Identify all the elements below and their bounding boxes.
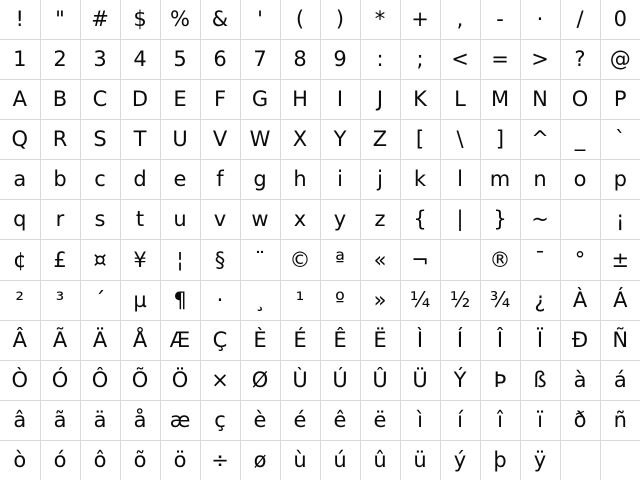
- glyph-cell: h: [280, 160, 320, 200]
- glyph-cell: ð: [560, 401, 600, 441]
- glyph-cell: v: [200, 200, 240, 240]
- glyph-cell: £: [40, 240, 80, 280]
- glyph-cell: B: [40, 79, 80, 119]
- glyph-cell: °: [560, 240, 600, 280]
- glyph-cell: 4: [120, 39, 160, 79]
- glyph-cell: ¥: [120, 240, 160, 280]
- glyph-row: [0, 200, 640, 240]
- glyph-cell: f: [200, 160, 240, 200]
- glyph-cell: [600, 441, 640, 480]
- glyph-cell: r: [40, 200, 80, 240]
- glyph-cell: n: [520, 160, 560, 200]
- glyph-cell: <: [440, 39, 480, 79]
- glyph-cell: 7: [240, 39, 280, 79]
- glyph-cell: -: [480, 0, 520, 39]
- glyph-cell: U: [160, 120, 200, 160]
- glyph-cell: N: [520, 79, 560, 119]
- glyph-cell: @: [600, 39, 640, 79]
- glyph-cell: o: [560, 160, 600, 200]
- glyph-cell: »: [360, 280, 400, 320]
- glyph-cell: Å: [120, 320, 160, 360]
- glyph-cell: À: [560, 280, 600, 320]
- glyph-cell: {: [400, 200, 440, 240]
- glyph-cell: $: [120, 0, 160, 39]
- glyph-cell: l: [440, 160, 480, 200]
- glyph-cell: ±: [600, 240, 640, 280]
- glyph-row: [0, 280, 640, 320]
- glyph-cell: 6: [200, 39, 240, 79]
- glyph-cell: ×: [200, 360, 240, 400]
- glyph-cell: _: [560, 120, 600, 160]
- glyph-cell: D: [120, 79, 160, 119]
- glyph-cell: Ú: [320, 360, 360, 400]
- glyph-cell: d: [120, 160, 160, 200]
- glyph-cell: }: [480, 200, 520, 240]
- glyph-cell: R: [40, 120, 80, 160]
- glyph-cell: ¬: [400, 240, 440, 280]
- glyph-cell: %: [160, 0, 200, 39]
- glyph-cell: V: [200, 120, 240, 160]
- glyph-cell: 9: [320, 39, 360, 79]
- glyph-cell: ü: [400, 441, 440, 480]
- glyph-cell: à: [560, 360, 600, 400]
- glyph-cell: ò: [0, 441, 40, 480]
- glyph-cell: ¼: [400, 280, 440, 320]
- glyph-cell: ": [40, 0, 80, 39]
- glyph-cell: I: [320, 79, 360, 119]
- glyph-cell: ·: [200, 280, 240, 320]
- glyph-cell: §: [200, 240, 240, 280]
- glyph-cell: P: [600, 79, 640, 119]
- glyph-cell: `: [600, 120, 640, 160]
- glyph-cell: [440, 240, 480, 280]
- glyph-cell: Ø: [240, 360, 280, 400]
- glyph-cell: x: [280, 200, 320, 240]
- glyph-cell: Z: [360, 120, 400, 160]
- glyph-cell: Ð: [560, 320, 600, 360]
- glyph-cell: j: [360, 160, 400, 200]
- glyph-cell: Ì: [400, 320, 440, 360]
- glyph-cell: =: [480, 39, 520, 79]
- glyph-cell: í: [440, 401, 480, 441]
- glyph-cell: Ó: [40, 360, 80, 400]
- glyph-cell: G: [240, 79, 280, 119]
- glyph-cell: ·: [520, 0, 560, 39]
- glyph-cell: ,: [440, 0, 480, 39]
- glyph-cell: Y: [320, 120, 360, 160]
- glyph-cell: é: [280, 401, 320, 441]
- glyph-cell: [: [400, 120, 440, 160]
- glyph-cell: Ã: [40, 320, 80, 360]
- glyph-cell: p: [600, 160, 640, 200]
- glyph-cell: ö: [160, 441, 200, 480]
- glyph-cell: ñ: [600, 401, 640, 441]
- glyph-cell: ß: [520, 360, 560, 400]
- glyph-row: [0, 0, 640, 39]
- glyph-cell: Î: [480, 320, 520, 360]
- glyph-cell: E: [160, 79, 200, 119]
- glyph-cell: 0: [600, 0, 640, 39]
- glyph-cell: Ö: [160, 360, 200, 400]
- glyph-row: [0, 39, 640, 79]
- glyph-cell: î: [480, 401, 520, 441]
- glyph-cell: Õ: [120, 360, 160, 400]
- glyph-cell: Ä: [80, 320, 120, 360]
- glyph-cell: ?: [560, 39, 600, 79]
- glyph-cell: H: [280, 79, 320, 119]
- glyph-cell: Æ: [160, 320, 200, 360]
- glyph-cell: T: [120, 120, 160, 160]
- glyph-cell: 3: [80, 39, 120, 79]
- glyph-cell: ¾: [480, 280, 520, 320]
- glyph-cell: y: [320, 200, 360, 240]
- glyph-cell: Â: [0, 320, 40, 360]
- glyph-cell: 8: [280, 39, 320, 79]
- glyph-cell: M: [480, 79, 520, 119]
- glyph-cell: Ý: [440, 360, 480, 400]
- glyph-cell: Ñ: [600, 320, 640, 360]
- glyph-cell: Ù: [280, 360, 320, 400]
- glyph-cell: ¯: [520, 240, 560, 280]
- glyph-cell: Ê: [320, 320, 360, 360]
- glyph-cell: µ: [120, 280, 160, 320]
- glyph-cell: Ü: [400, 360, 440, 400]
- glyph-cell: #: [80, 0, 120, 39]
- glyph-cell: Á: [600, 280, 640, 320]
- glyph-row: [0, 160, 640, 200]
- glyph-cell: ù: [280, 441, 320, 480]
- glyph-cell: [560, 441, 600, 480]
- glyph-cell: â: [0, 401, 40, 441]
- glyph-row: [0, 441, 640, 480]
- glyph-cell: ÷: [200, 441, 240, 480]
- glyph-cell: &: [200, 0, 240, 39]
- glyph-cell: ^: [520, 120, 560, 160]
- glyph-cell: 5: [160, 39, 200, 79]
- glyph-cell: X: [280, 120, 320, 160]
- glyph-cell: e: [160, 160, 200, 200]
- glyph-cell: C: [80, 79, 120, 119]
- glyph-cell: ½: [440, 280, 480, 320]
- glyph-cell: ¶: [160, 280, 200, 320]
- glyph-cell: ô: [80, 441, 120, 480]
- glyph-cell: á: [600, 360, 640, 400]
- glyph-cell: º: [320, 280, 360, 320]
- glyph-cell: ®: [480, 240, 520, 280]
- glyph-row: [0, 360, 640, 400]
- glyph-cell: *: [360, 0, 400, 39]
- glyph-cell: m: [480, 160, 520, 200]
- glyph-cell: F: [200, 79, 240, 119]
- glyph-cell: ª: [320, 240, 360, 280]
- glyph-cell: ¡: [600, 200, 640, 240]
- glyph-cell: q: [0, 200, 40, 240]
- glyph-cell: ): [320, 0, 360, 39]
- glyph-cell: ÿ: [520, 441, 560, 480]
- glyph-cell: (: [280, 0, 320, 39]
- glyph-cell: û: [360, 441, 400, 480]
- glyph-cell: Û: [360, 360, 400, 400]
- glyph-cell: ý: [440, 441, 480, 480]
- glyph-cell: ï: [520, 401, 560, 441]
- glyph-cell: b: [40, 160, 80, 200]
- glyph-cell: È: [240, 320, 280, 360]
- glyph-cell: è: [240, 401, 280, 441]
- glyph-cell: Ï: [520, 320, 560, 360]
- glyph-cell: ¿: [520, 280, 560, 320]
- glyph-cell: ó: [40, 441, 80, 480]
- glyph-cell: þ: [480, 441, 520, 480]
- glyph-row: [0, 79, 640, 119]
- glyph-cell: É: [280, 320, 320, 360]
- glyph-cell: ë: [360, 401, 400, 441]
- glyph-cell: å: [120, 401, 160, 441]
- glyph-cell: æ: [160, 401, 200, 441]
- glyph-cell: t: [120, 200, 160, 240]
- glyph-cell: [560, 200, 600, 240]
- glyph-cell: ³: [40, 280, 80, 320]
- glyph-cell: c: [80, 160, 120, 200]
- glyph-cell: ¤: [80, 240, 120, 280]
- glyph-cell: ê: [320, 401, 360, 441]
- glyph-cell: W: [240, 120, 280, 160]
- glyph-row: [0, 240, 640, 280]
- glyph-cell: i: [320, 160, 360, 200]
- glyph-cell: ´: [80, 280, 120, 320]
- glyph-cell: |: [440, 200, 480, 240]
- glyph-cell: z: [360, 200, 400, 240]
- glyph-cell: ;: [400, 39, 440, 79]
- glyph-cell: +: [400, 0, 440, 39]
- glyph-cell: ¢: [0, 240, 40, 280]
- glyph-cell: O: [560, 79, 600, 119]
- glyph-cell: k: [400, 160, 440, 200]
- glyph-cell: Þ: [480, 360, 520, 400]
- glyph-cell: Ç: [200, 320, 240, 360]
- glyph-cell: ~: [520, 200, 560, 240]
- glyph-cell: A: [0, 79, 40, 119]
- glyph-cell: ²: [0, 280, 40, 320]
- glyph-cell: \: [440, 120, 480, 160]
- glyph-cell: K: [400, 79, 440, 119]
- glyph-cell: ä: [80, 401, 120, 441]
- glyph-row: [0, 120, 640, 160]
- glyph-cell: ': [240, 0, 280, 39]
- glyph-cell: >: [520, 39, 560, 79]
- glyph-cell: ¸: [240, 280, 280, 320]
- glyph-cell: Í: [440, 320, 480, 360]
- glyph-cell: a: [0, 160, 40, 200]
- glyph-cell: ç: [200, 401, 240, 441]
- glyph-cell: ø: [240, 441, 280, 480]
- glyph-row: [0, 320, 640, 360]
- glyph-cell: «: [360, 240, 400, 280]
- glyph-cell: Ô: [80, 360, 120, 400]
- glyph-cell: 1: [0, 39, 40, 79]
- glyph-cell: Q: [0, 120, 40, 160]
- glyph-cell: w: [240, 200, 280, 240]
- glyph-cell: g: [240, 160, 280, 200]
- glyph-cell: ú: [320, 441, 360, 480]
- glyph-cell: 2: [40, 39, 80, 79]
- glyph-cell: Ò: [0, 360, 40, 400]
- glyph-cell: ©: [280, 240, 320, 280]
- glyph-cell: ã: [40, 401, 80, 441]
- glyph-cell: J: [360, 79, 400, 119]
- glyph-cell: ¦: [160, 240, 200, 280]
- glyph-cell: !: [0, 0, 40, 39]
- glyph-cell: ¹: [280, 280, 320, 320]
- glyph-row: [0, 401, 640, 441]
- glyph-cell: õ: [120, 441, 160, 480]
- glyph-cell: ]: [480, 120, 520, 160]
- glyph-cell: s: [80, 200, 120, 240]
- glyph-cell: ¨: [240, 240, 280, 280]
- glyph-cell: u: [160, 200, 200, 240]
- glyph-cell: L: [440, 79, 480, 119]
- glyph-cell: :: [360, 39, 400, 79]
- glyph-cell: S: [80, 120, 120, 160]
- glyph-cell: Ë: [360, 320, 400, 360]
- glyph-cell: /: [560, 0, 600, 39]
- glyph-cell: ì: [400, 401, 440, 441]
